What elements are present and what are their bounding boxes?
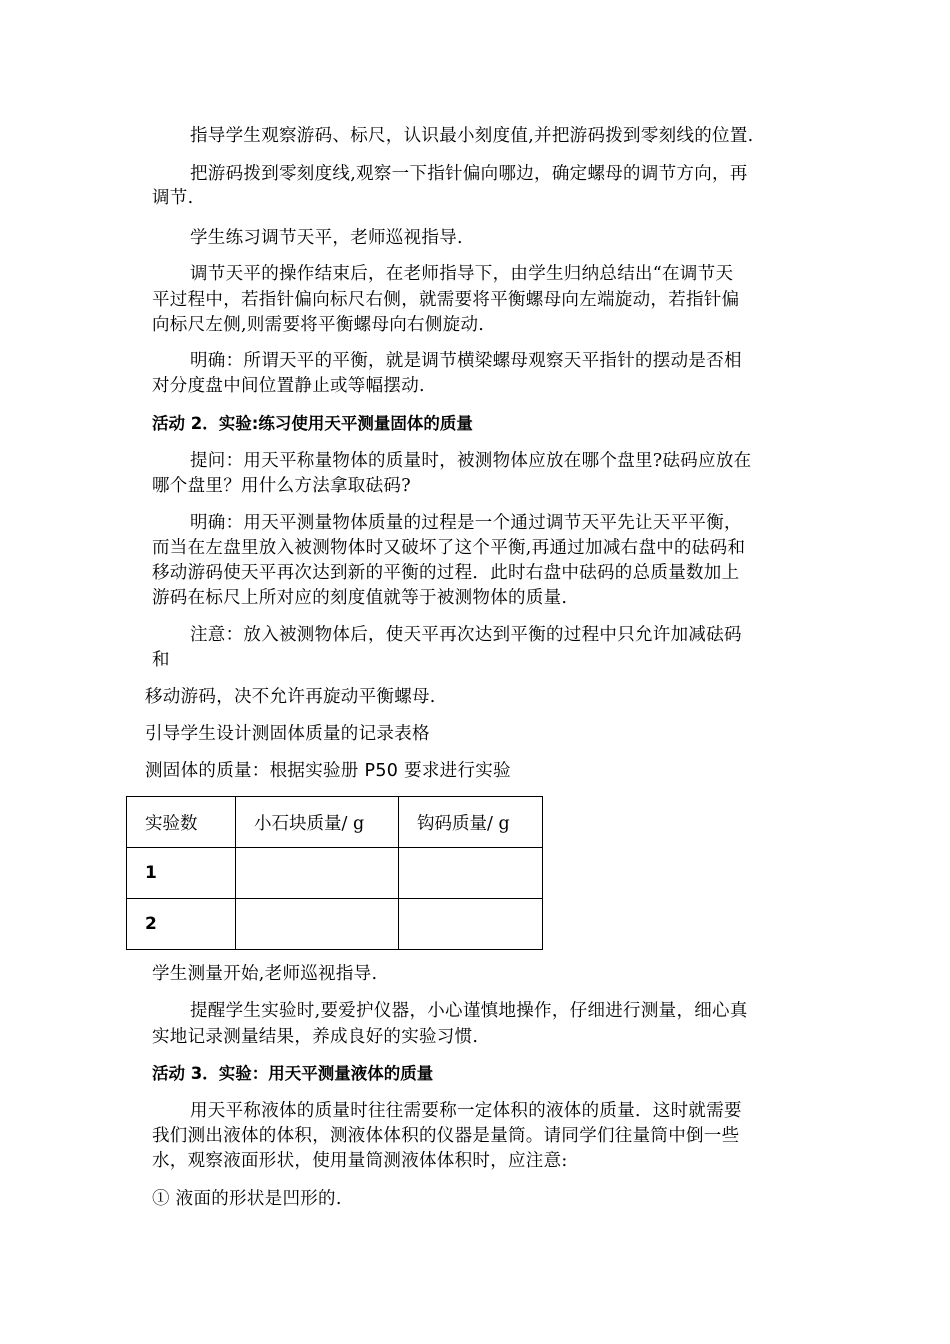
paragraph-line: 而当在左盘里放入被测物体时又破坏了这个平衡,再通过加减右盘中的砝码和	[152, 538, 746, 558]
table-row	[127, 848, 543, 899]
paragraph-line: 和	[152, 650, 170, 670]
paragraph-line: 明确：所谓天平的平衡，就是调节横梁螺母观察天平指针的摆动是否相	[190, 351, 742, 371]
table-cell	[399, 899, 543, 950]
table-header-cell: 钩码质量/ g	[399, 797, 543, 848]
paragraph-line: 水，观察液面形状，使用量筒测液体体积时，应注意:	[152, 1151, 568, 1171]
paragraph-line: 学生练习调节天平，老师巡视指导.	[190, 228, 463, 248]
table-header-cell: 实验数	[127, 797, 236, 848]
paragraph-line: 学生测量开始,老师巡视指导.	[152, 964, 378, 984]
text-span: 要求进行实验	[398, 761, 511, 781]
paragraph-line: 提醒学生实验时,要爱护仪器，小心谨慎地操作，仔细进行测量，细心真	[190, 1001, 748, 1021]
table-cell: 2	[127, 899, 236, 950]
text-span: 测固体的质量：根据实验册	[145, 761, 365, 781]
paragraph-line: 引导学生设计测固体质量的记录表格	[145, 724, 430, 744]
paragraph-line: 调节.	[152, 188, 194, 208]
paragraph-line: 用天平称液体的质量时往往需要称一定体积的液体的质量．这时就需要	[190, 1101, 742, 1121]
record-table	[126, 796, 543, 950]
table-header-row	[127, 797, 543, 848]
paragraph-line: 游码在标尺上所对应的刻度值就等于被测物体的质量.	[152, 588, 568, 608]
paragraph-line: 指导学生观察游码、标尺，认识最小刻度值,并把游码拨到零刻线的位置.	[190, 126, 754, 146]
paragraph-line: 把游码拨到零刻度线,观察一下指针偏向哪边，确定螺母的调节方向，再	[190, 164, 748, 184]
table-cell	[236, 848, 399, 899]
paragraph-line: 移动游码使天平再次达到新的平衡的过程．此时右盘中砝码的总质量数加上	[152, 563, 740, 583]
paragraph-line: ① 液面的形状是凹形的.	[152, 1189, 342, 1209]
section-heading: 活动 3．实验：用天平测量液体的质量	[152, 1064, 434, 1083]
paragraph-line: 移动游码，决不允许再旋动平衡螺母.	[145, 687, 436, 707]
table-row	[127, 899, 543, 950]
paragraph-line: 实地记录测量结果，养成良好的实验习惯.	[152, 1027, 479, 1047]
workbook-page-ref: P50	[364, 761, 399, 781]
paragraph-line: 向标尺左侧,则需要将平衡螺母向右侧旋动.	[152, 315, 485, 335]
paragraph-line: 对分度盘中间位置静止或等幅摆动.	[152, 376, 425, 396]
paragraph-line: 我们测出液体的体积，测液体体积的仪器是量筒。请同学们往量筒中倒一些	[152, 1126, 740, 1146]
paragraph-line: 调节天平的操作结束后，在老师指导下，由学生归纳总结出“在调节天	[190, 264, 734, 284]
table-cell	[236, 899, 399, 950]
table-header-cell: 小石块质量/ g	[236, 797, 399, 848]
paragraph-line: 哪个盘里？用什么方法拿取砝码?	[152, 476, 411, 496]
paragraph-line: 提问：用天平称量物体的质量时，被测物体应放在哪个盘里?砝码应放在	[190, 451, 752, 471]
paragraph-line: 平过程中，若指针偏向标尺右侧，就需要将平衡螺母向左端旋动，若指针偏	[152, 290, 740, 310]
paragraph-line	[145, 759, 511, 783]
paragraph-line: 明确：用天平测量物体质量的过程是一个通过调节天平先让天平平衡，	[190, 513, 742, 533]
table-cell	[399, 848, 543, 899]
paragraph-line: 注意：放入被测物体后，使天平再次达到平衡的过程中只允许加减砝码	[190, 625, 742, 645]
section-heading: 活动 2．实验:练习使用天平测量固体的质量	[152, 414, 473, 433]
table-cell: 1	[127, 848, 236, 899]
